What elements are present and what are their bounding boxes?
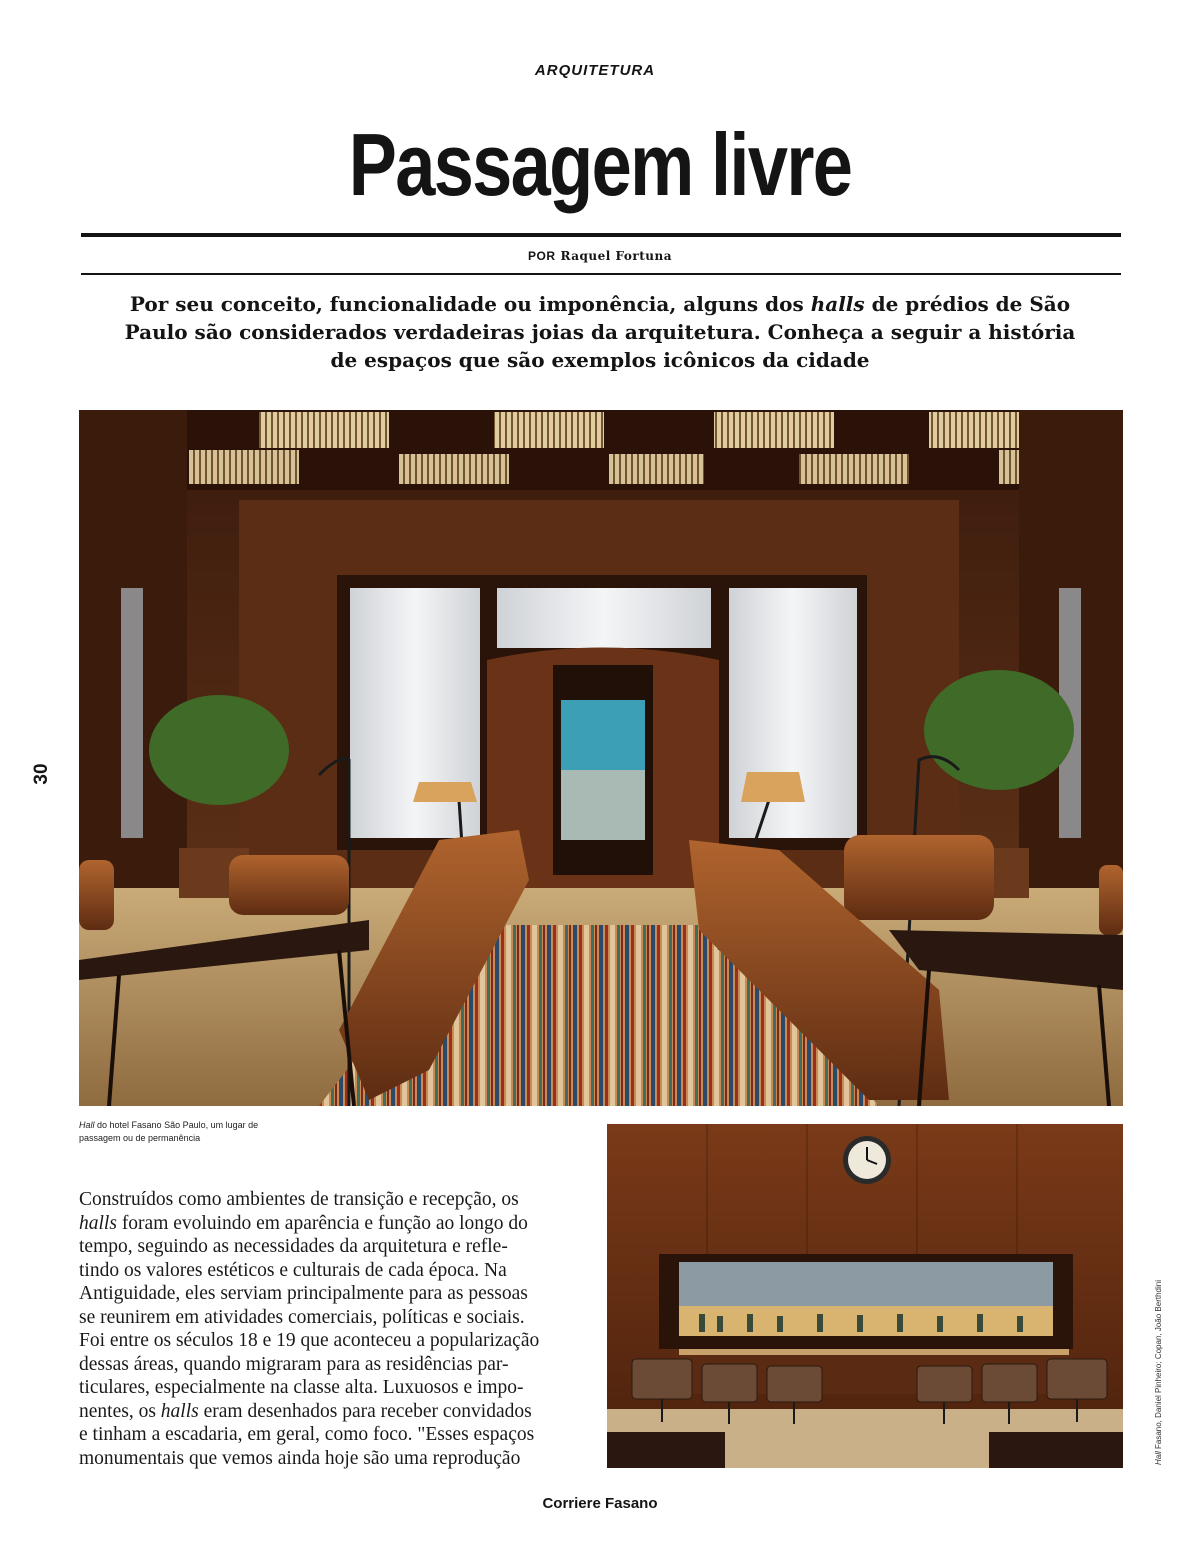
body-line: e tinham a escadaria, em geral, como foco. "Esses espaços xyxy=(79,1424,535,1445)
hotel-bar-photo xyxy=(607,1124,1123,1468)
byline-rule-thin xyxy=(81,273,1121,275)
body-text xyxy=(79,1188,599,1470)
publication-footer: Corriere Fasano xyxy=(542,1495,658,1512)
lead-paragraph: Por seu conceito, funcionalidade ou imponência, alguns dos halls de prédios de São Paulo são considerados verdadeiras joias da arquitetura. Conheça a seguir a história de espaços que são exemplos icônicos da cidade xyxy=(124,292,1076,372)
body-line: halls foram evoluindo em aparência e função ao longo do xyxy=(79,1212,528,1234)
body-line: se reunirem em atividades comerciais, políticas e sociais. xyxy=(79,1306,525,1328)
photo-caption: Hall do hotel Fasano São Paulo, um lugar de passagem ou de permanência xyxy=(79,1120,259,1143)
byline-prefix: POR xyxy=(528,249,556,263)
body-line: tempo, seguindo as necessidades da arquitetura e refle- xyxy=(79,1236,508,1257)
body-line: Antiguidade, eles serviam principalmente para as pessoas xyxy=(79,1283,528,1304)
byline xyxy=(0,249,1190,263)
body-line: tindo os valores estéticos e culturais de cada época. Na xyxy=(79,1259,507,1281)
hotel-lobby-photo xyxy=(79,410,1123,1106)
body-line: Foi entre os séculos 18 e 19 que aconteceu a popularização xyxy=(79,1330,540,1351)
body-line: Construídos como ambientes de transição e recepção, os xyxy=(79,1189,519,1210)
page-number: 30 xyxy=(31,763,52,785)
body-line: monumentais que vemos ainda hoje são uma reprodução xyxy=(79,1447,521,1469)
section-label: ARQUITETURA xyxy=(534,62,656,79)
title-rule-thick xyxy=(81,233,1121,237)
byline-author: Raquel Fortuna xyxy=(560,249,672,263)
article-title: Passagem livre xyxy=(348,115,852,214)
body-line: dessas áreas, quando migraram para as residências par- xyxy=(79,1353,509,1375)
body-line: nentes, os halls eram desenhados para receber convidados xyxy=(79,1400,532,1422)
body-line: ticulares, especialmente na classe alta. Luxuosos e impo- xyxy=(79,1377,524,1398)
photo-credit: Hall Fasano, Daniel Pinheiro; Copan, João Berthdini xyxy=(1154,1280,1163,1465)
